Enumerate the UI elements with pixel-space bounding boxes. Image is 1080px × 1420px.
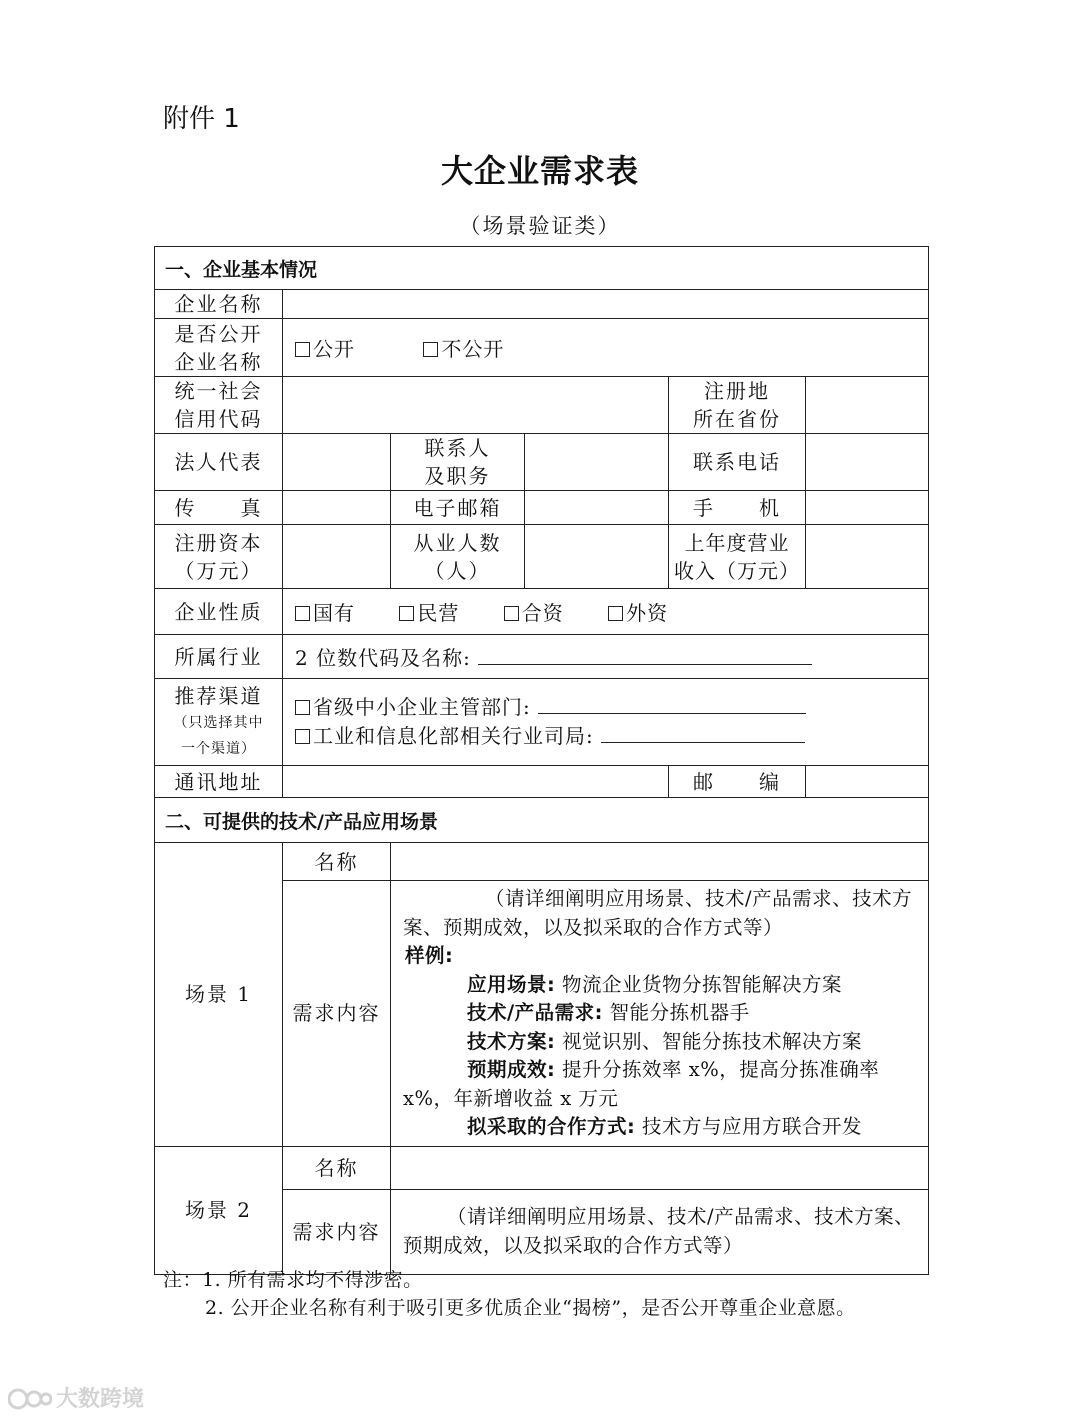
mobile-label: 手 机 <box>669 491 806 525</box>
channel-title: 推荐渠道 <box>174 684 263 708</box>
address-label: 通讯地址 <box>155 766 283 798</box>
attachment-label: 附件 1 <box>163 104 240 134</box>
example-heading: 样例: <box>405 944 454 967</box>
option-label: 外资 <box>626 601 669 625</box>
example-item <box>403 971 920 1000</box>
postcode-label: 邮 编 <box>669 766 806 798</box>
example-key: 技术/产品需求: <box>467 1001 603 1024</box>
province-field[interactable] <box>806 377 929 434</box>
employees-line2: （人） <box>424 558 491 583</box>
example-item <box>403 1028 920 1057</box>
credit-code-line2: 信用代码 <box>174 407 263 431</box>
channel-options <box>283 679 929 766</box>
scene2-name-field[interactable] <box>391 1146 929 1189</box>
nature-options <box>283 589 929 635</box>
contact-label <box>391 434 525 491</box>
example-key: 拟采取的合作方式: <box>467 1115 636 1138</box>
option-label: 工业和信息化部相关行业司局: <box>313 724 594 748</box>
checkbox-icon <box>608 606 623 621</box>
industry-prompt: 2 位数代码及名称: <box>295 646 471 670</box>
company-name-field[interactable] <box>283 290 929 319</box>
channel-option-provincial[interactable] <box>295 693 928 722</box>
legal-rep-label: 法人代表 <box>155 434 283 491</box>
scene2-content-label: 需求内容 <box>283 1189 391 1274</box>
scene1-name-label: 名称 <box>283 843 391 881</box>
scene1-content[interactable] <box>391 881 929 1147</box>
scene2-content[interactable] <box>391 1189 929 1274</box>
scene1-label: 场景 1 <box>155 843 283 1147</box>
checkbox-icon <box>504 606 519 621</box>
public-option-yes[interactable] <box>295 333 355 362</box>
nature-option-private[interactable] <box>399 597 459 626</box>
credit-code-label <box>155 377 283 434</box>
address-field[interactable] <box>283 766 669 798</box>
channel-label <box>155 679 283 766</box>
section2-heading: 二、可提供的技术/产品应用场景 <box>155 798 929 843</box>
phone-label: 联系电话 <box>669 434 806 491</box>
fax-label: 传 真 <box>155 491 283 525</box>
checkbox-icon <box>295 342 310 357</box>
channel-note-line2: 一个渠道） <box>181 741 256 757</box>
capital-label <box>155 525 283 589</box>
note-1: 注：1. 所有需求均不得涉密。 <box>163 1269 423 1291</box>
credit-code-field[interactable] <box>283 377 669 434</box>
example-key: 应用场景: <box>467 972 556 996</box>
contact-line1: 联系人 <box>424 436 491 460</box>
province-label <box>669 377 806 434</box>
checkbox-icon <box>295 700 310 715</box>
nature-option-foreign[interactable] <box>608 597 668 626</box>
capital-line2: （万元） <box>174 558 263 583</box>
channel-option-miit[interactable] <box>295 722 928 751</box>
example-item <box>403 999 920 1028</box>
option-label: 国有 <box>313 601 355 625</box>
revenue-label <box>669 525 806 589</box>
email-label: 电子邮箱 <box>391 491 525 525</box>
example-value: 视觉识别、智能分拣技术解决方案 <box>562 1029 863 1053</box>
watermark-logo-icon <box>8 1386 52 1412</box>
industry-row <box>283 635 929 679</box>
example-item <box>403 1056 920 1113</box>
example-value: 技术方与应用方联合开发 <box>642 1115 863 1138</box>
capital-field[interactable] <box>283 525 391 589</box>
mobile-field[interactable] <box>806 491 929 525</box>
province-line2: 所在省份 <box>693 407 781 431</box>
employees-line1: 从业人数 <box>413 530 502 555</box>
example-item <box>403 1113 920 1142</box>
revenue-line1: 上年度营业 <box>684 530 790 555</box>
industry-label: 所属行业 <box>155 635 283 679</box>
demand-form-table <box>154 246 929 1275</box>
scene1-instruction: （请详细阐明应用场景、技术/产品需求、技术方案、预期成效，以及拟采取的合作方式等） <box>403 887 913 939</box>
option-label: 民营 <box>417 601 460 625</box>
channel-input-line[interactable] <box>601 724 805 743</box>
nature-label: 企业性质 <box>155 589 283 635</box>
checkbox-icon <box>399 606 414 621</box>
email-field[interactable] <box>525 491 669 525</box>
watermark-text: 大数跨境 <box>56 1387 145 1412</box>
scene2-instruction: （请详细阐明应用场景、技术/产品需求、技术方案、预期成效，以及拟采取的合作方式等） <box>403 1205 915 1257</box>
checkbox-icon <box>295 606 310 621</box>
employees-label <box>391 525 525 589</box>
example-value: 智能分拣机器手 <box>609 1001 750 1024</box>
example-key: 技术方案: <box>467 1029 556 1053</box>
public-options <box>283 319 929 377</box>
public-label-line2: 企业名称 <box>174 349 263 374</box>
legal-rep-field[interactable] <box>283 434 391 491</box>
fax-field[interactable] <box>283 491 391 525</box>
capital-line1: 注册资本 <box>174 530 263 555</box>
option-label: 合资 <box>521 601 564 625</box>
checkbox-icon <box>423 342 438 357</box>
public-option-no[interactable] <box>423 333 504 362</box>
employees-field[interactable] <box>525 525 669 589</box>
company-name-label: 企业名称 <box>155 290 283 319</box>
nature-option-joint[interactable] <box>504 597 564 626</box>
scene1-content-label: 需求内容 <box>283 881 391 1147</box>
example-value: 提升分拣效率 x%，提高分拣准确率 x%，年新增收益 x 万元 <box>403 1058 880 1110</box>
option-label: 省级中小企业主管部门: <box>313 695 531 719</box>
section1-heading: 一、企业基本情况 <box>155 247 929 290</box>
page-title: 大企业需求表 <box>440 152 639 190</box>
revenue-field[interactable] <box>806 525 929 589</box>
scene2-label: 场景 2 <box>155 1146 283 1274</box>
contact-line2: 及职务 <box>424 464 491 488</box>
checkbox-icon <box>295 729 310 744</box>
option-label: 不公开 <box>441 337 505 361</box>
channel-note-line1: （只选择其中 <box>173 715 264 731</box>
province-line1: 注册地 <box>704 379 770 403</box>
credit-code-line1: 统一社会 <box>174 379 263 403</box>
watermark <box>8 1382 144 1413</box>
scene2-name-label: 名称 <box>283 1146 391 1189</box>
postcode-field[interactable] <box>806 766 929 798</box>
note-2: 2. 公开企业名称有利于吸引更多优质企业“揭榜”，是否公开尊重企业意愿。 <box>205 1297 856 1319</box>
industry-input-line[interactable] <box>478 646 812 665</box>
channel-input-line[interactable] <box>538 695 806 714</box>
nature-option-state[interactable] <box>295 597 355 626</box>
option-label: 公开 <box>313 337 355 361</box>
footnotes <box>163 1266 856 1322</box>
scene1-name-field[interactable] <box>391 843 929 881</box>
example-value: 物流企业货物分拣智能解决方案 <box>562 972 843 996</box>
revenue-line2: 收入（万元） <box>674 558 800 583</box>
public-name-label <box>155 319 283 377</box>
page-subtitle: （场景验证类） <box>459 214 621 238</box>
contact-field[interactable] <box>525 434 669 491</box>
public-label-line1: 是否公开 <box>174 321 263 346</box>
phone-field[interactable] <box>806 434 929 491</box>
example-key: 预期成效: <box>467 1058 556 1081</box>
